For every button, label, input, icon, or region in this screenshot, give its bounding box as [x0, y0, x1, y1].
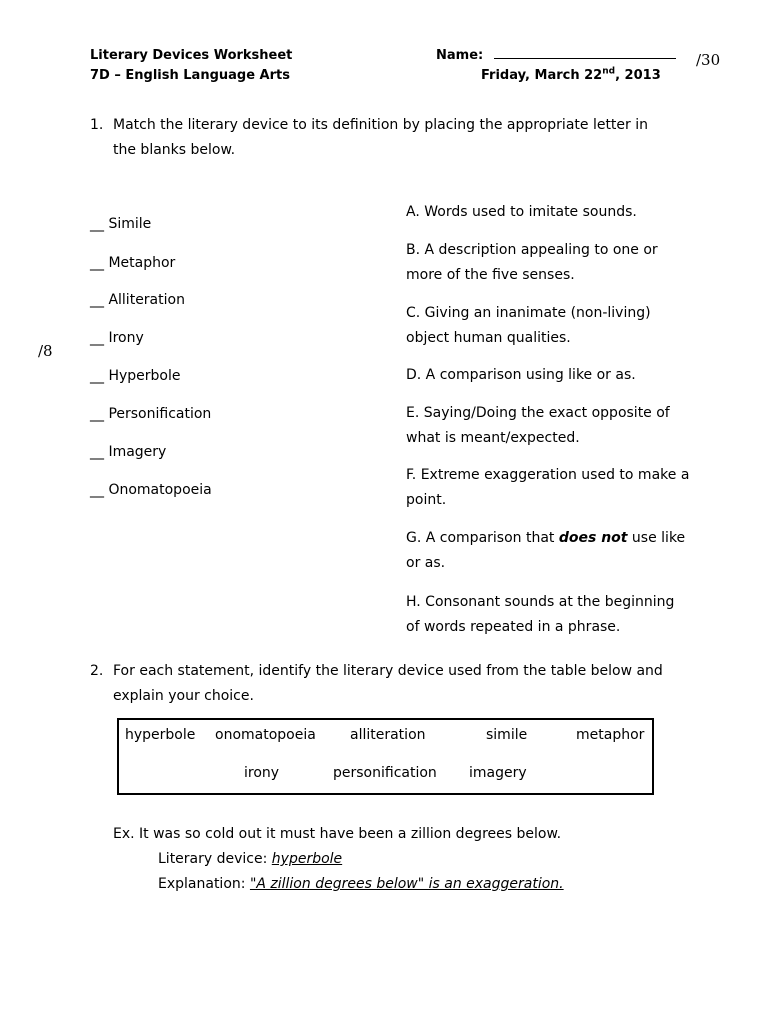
question2-prompt-line2: explain your choice. [113, 688, 254, 704]
word-bank-table [117, 718, 654, 795]
question1-score: /8 [38, 342, 53, 360]
definition-g: G. A comparison that does not use like or as. [406, 530, 686, 571]
term-item: __ Hyperbole [90, 368, 181, 384]
example-explanation: Explanation: "A zillion degrees below" is an exaggeration. [158, 876, 564, 892]
question1-number: 1. [90, 117, 104, 133]
question1-prompt-line1: Match the literary device to its definition by placing the appropriate letter in [113, 117, 649, 133]
question2-number: 2. [90, 663, 104, 679]
example-device-answer: hyperbole [271, 851, 343, 867]
word-bank-item: alliteration [350, 727, 426, 743]
question2-prompt-line1: For each statement, identify the literary device used from the table below and [113, 663, 663, 679]
term-item: __ Onomatopoeia [90, 482, 212, 498]
term-item: __ Simile [90, 216, 152, 232]
class-name: 7D – English Language Arts [90, 68, 290, 83]
definition-f: F. Extreme exaggeration used to make a point. [406, 467, 690, 508]
word-bank-item: onomatopoeia [215, 727, 316, 743]
word-bank-item: irony [244, 765, 280, 781]
term-item: __ Alliteration [90, 292, 185, 308]
name-label: Name: [436, 48, 484, 63]
word-bank-item: simile [486, 727, 528, 743]
worksheet-title: Literary Devices Worksheet [90, 48, 293, 63]
definition-h: H. Consonant sounds at the beginning of words repeated in a phrase. [406, 594, 675, 635]
definition-a: A. Words used to imitate sounds. [406, 204, 637, 220]
word-bank-item: imagery [469, 765, 527, 781]
definition-b: B. A description appealing to one or more of the five senses. [406, 242, 658, 283]
name-field [436, 48, 676, 63]
term-item: __ Metaphor [90, 255, 176, 271]
worksheet-date: Friday, March 22nd, 2013 [481, 66, 661, 83]
definition-e: E. Saying/Doing the exact opposite of what is meant/expected. [406, 405, 670, 446]
name-blank-line [494, 58, 676, 59]
definition-d: D. A comparison using like or as. [406, 367, 636, 383]
term-item: __ Personification [90, 406, 212, 422]
example-explanation-answer: "A zillion degrees below" is an exaggeration. [249, 876, 564, 892]
term-item: __ Irony [90, 330, 144, 346]
term-item: __ Imagery [90, 444, 167, 460]
total-score: /30 [696, 51, 721, 69]
example-device: Literary device: hyperbole [158, 851, 343, 867]
word-bank-item: personification [333, 765, 437, 781]
word-bank-item: metaphor [576, 727, 645, 743]
word-bank-item: hyperbole [125, 727, 196, 743]
question1-prompt-line2: the blanks below. [113, 142, 236, 158]
definition-c: C. Giving an inanimate (non-living) object human qualities. [406, 305, 651, 346]
example-sentence: Ex. It was so cold out it must have been a zillion degrees below. [113, 826, 562, 842]
